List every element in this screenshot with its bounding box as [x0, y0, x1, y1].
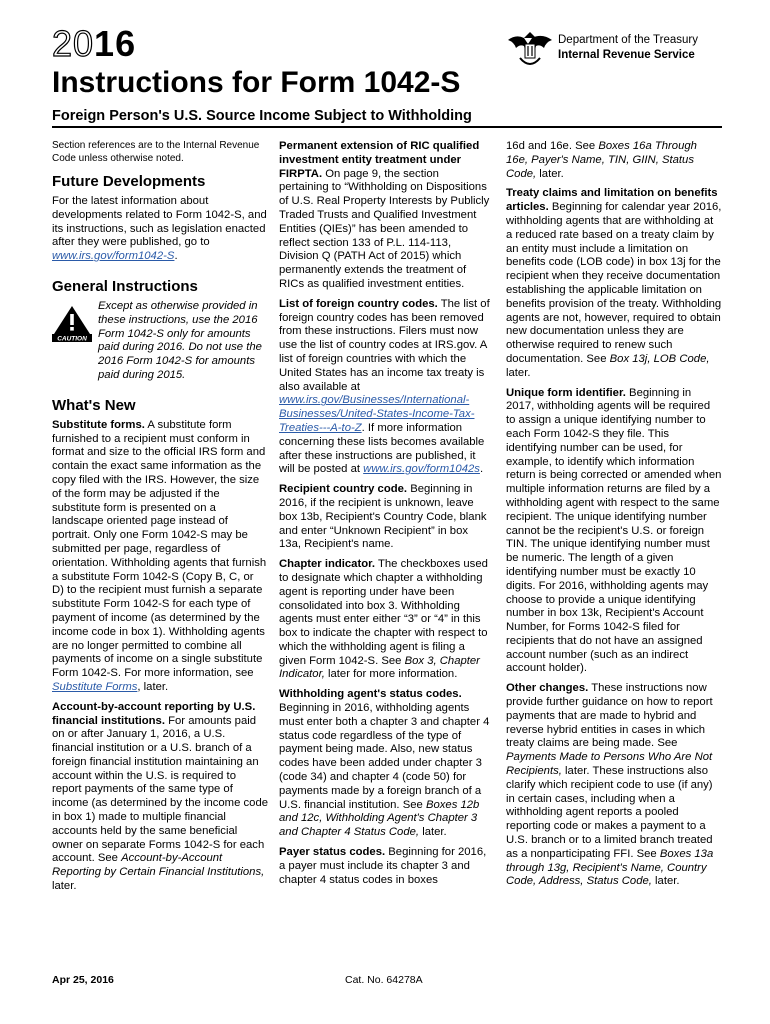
other-changes-para: Other changes. These instructions now provide further guidance on how to report payments that are made to hybrid and reverse hybrid entities in cases in which treaty claims are being made. See Payments Made to Persons Who Are Not Recipients, later. These instructions also clarify which recipient code to use (if any) in certain cases, including when a withholding agent reports a pooled reporting code or makes a payment to a U.S. branch or to a limited branch treated as a nonparticipating FFI. See Boxes 13a through 13g, Recipient's Name, Country Code, Address, Status Code, later.	[506, 682, 714, 888]
payer-status-para: Payer status codes. Beginning for 2016, a payer must include its chapter 3 and chapter 4 status codes in boxes	[279, 846, 487, 886]
header-divider	[52, 126, 722, 128]
future-developments-text: For the latest information about developments related to Form 1042-S, and its instructions, such as legislation enacted after they were published, go to www.irs.gov/form1042-S.	[52, 195, 267, 263]
substitute-forms-para: Substitute forms. A substitute form furnished to a recipient must conform in format and size to the official IRS form and contain the exact same information as the copy filed with the IRS. However, the size of the form may be adjusted if the substitute form is presented on a landscape oriented page instead of portrait. Only one Form 1042-S may be submitted per page, regardless of orientation. Withholding agents that furnish a substitute Form 1042-S (Copy B, C, or D) to the recipient must furnish a separate substitute Form 1042-S for each type of payment of income (as determined by the income code in box 1). Withholding agents are no longer permitted to combine all payments of income on a single substitute Form 1042-S. For more information, see Substitute Forms, later.	[52, 418, 267, 693]
withholding-status-para: Withholding agent's status codes. Beginning in 2016, withholding agents must enter both a chapter 3 and chapter 4 status code regardless of the type of payment being made. Also, new status codes have been added under chapter 3 (code 34) and chapter 4 (code 50) for payments made by a foreign branch of a U.S. financial institution. See Boxes 12b and 12c, Withholding Agent's Chapter 3 and Chapter 4 Status Code, later.	[279, 688, 490, 839]
form-year	[52, 23, 137, 64]
year-bold-digits: 16	[94, 23, 137, 64]
recipient-country-code-para: Recipient country code. Beginning in 2016, if the recipient is unknown, leave box 13b, Recipient's Country Code, blank and enter “Unknown Recipient” in box 13a, Recipient's name.	[279, 483, 487, 551]
page-title: Instructions for Form 1042-S	[52, 66, 461, 99]
future-developments-heading: Future Developments	[52, 173, 206, 190]
agency-department: Department of the Treasury	[558, 34, 698, 46]
chapter-indicator-para: Chapter indicator. The checkboxes used to designate which chapter a withholding agent is reporting under have been consolidated into box 3. Withholding agents must enter either “3” or “4” in this box to indicate the chapter with respect to which the withholding agent is filing a given Form 1042-S. See Box 3, Chapter Indicator, later for more information.	[279, 558, 488, 681]
country-codes-para: List of foreign country codes. The list of foreign country codes has been removed from these instructions. Filers must now use the list of country codes at IRS.gov. A list of foreign countries with which the United States has an income tax treaty is also available at www.irs.gov/Businesses/International-Businesses/United-States-Income-Tax-Treaties---A-to-Z. If more information concerning these lists becomes available after these instructions are published, it will be posted at www.irs.gov/form1042s.	[279, 297, 490, 476]
ric-extension-para: Permanent extension of RIC qualified investment entity treatment under FIRPTA. On page 9, the section pertaining to “Withholding on Dispositions of U.S. Real Property Interests by Publicly Traded Trusts and Qualified Investment Entities (QIEs)” has been amended to reflect section 133 of P.L. 114-113, Division Q (PATH Act of 2015) which permanently extends the treatment of RICs as qualified investment entities.	[279, 140, 490, 290]
treaty-claims-para: Treaty claims and limitation on benefits articles. Beginning for calendar year 2016, withholding agents that are withholding at a reduced rate based on a treaty claim by an entity must include a limitation on benefits code (LOB code) in box 13j for the recipient when they receive documentation establishing the applicable limitation on benefits provision of the treaty. Withholding agents are not, however, required to obtain new documentation unless they are otherwise required to renew such documentation. See Box 13j, LOB Code, later.	[506, 187, 722, 379]
catalog-number: Cat. No. 64278A	[345, 974, 423, 986]
account-reporting-para: Account-by-account reporting by U.S. financial institutions. For amounts paid on or after January 1, 2016, a U.S. financial institution or a U.S. branch of a foreign financial institution maintaining an account within the U.S. is required to report payments of the same type of income (as determined by the income code in box 1) made to multiple financial accounts held by the same beneficial owner on separate Forms 1042-S for each account. See Account-by-Account Reporting by Certain Financial Institutions, later.	[52, 700, 269, 893]
payer-status-continued: 16d and 16e. See Boxes 16a Through 16e, Payer's Name, TIN, GIIN, Status Code, later.	[506, 140, 697, 180]
caution-warning-icon	[52, 304, 92, 342]
revision-date: Apr 25, 2016	[52, 974, 114, 986]
agency-service: Internal Revenue Service	[558, 49, 695, 61]
column-3	[506, 140, 722, 895]
agency-block	[558, 33, 698, 63]
form1042s-link[interactable]: www.irs.gov/form1042-S	[52, 250, 175, 263]
page-subtitle: Foreign Person's U.S. Source Income Subject to Withholding	[52, 108, 472, 124]
irs-eagle-seal-icon	[506, 30, 554, 70]
whats-new-heading: What's New	[52, 396, 136, 414]
caution-text: Except as otherwise provided in these instructions, use the 2016 Form 1042-S only for amounts paid during 2016. Do not use the 2016 Form 1042-S for amounts paid during 2015.	[98, 299, 262, 381]
caution-label: CAUTION	[57, 335, 87, 342]
general-instructions-heading: General Instructions	[52, 277, 198, 295]
column-1	[52, 140, 268, 900]
unique-identifier-para: Unique form identifier. Beginning in 2017, withholding agents will be required to assign a unique identifying number to each Form 1042-S they file. This identifying number can be used, for example, to identify which information return is being corrected or amended when multiple information returns are filed by a withholding agent with respect to the same recipient. The unique identifying number cannot be the recipient's U.S. or foreign TIN. The unique identifying number must be numeric. The length of a given identifying number must be exactly 10 digits. For 2016, withholding agents may choose to provide a unique identifying number in box 13k, Recipient's Account Number, for Forms 1042-S filed for recipients that do not have an assigned account number (such as an indirect account holder).	[506, 386, 722, 675]
form1042s-updates-link[interactable]: www.irs.gov/form1042s	[363, 463, 480, 476]
column-2	[279, 140, 491, 893]
section-references: Section references are to the Internal Revenue Code unless otherwise noted.	[52, 140, 260, 164]
substitute-forms-link[interactable]: Substitute Forms	[52, 680, 138, 693]
caution-note	[52, 300, 268, 383]
year-outline-digits: 20	[52, 23, 95, 64]
treaties-link[interactable]: www.irs.gov/Businesses/International-Businesses/United-States-Income-Tax-Treaties---A-to-Z	[279, 394, 475, 434]
